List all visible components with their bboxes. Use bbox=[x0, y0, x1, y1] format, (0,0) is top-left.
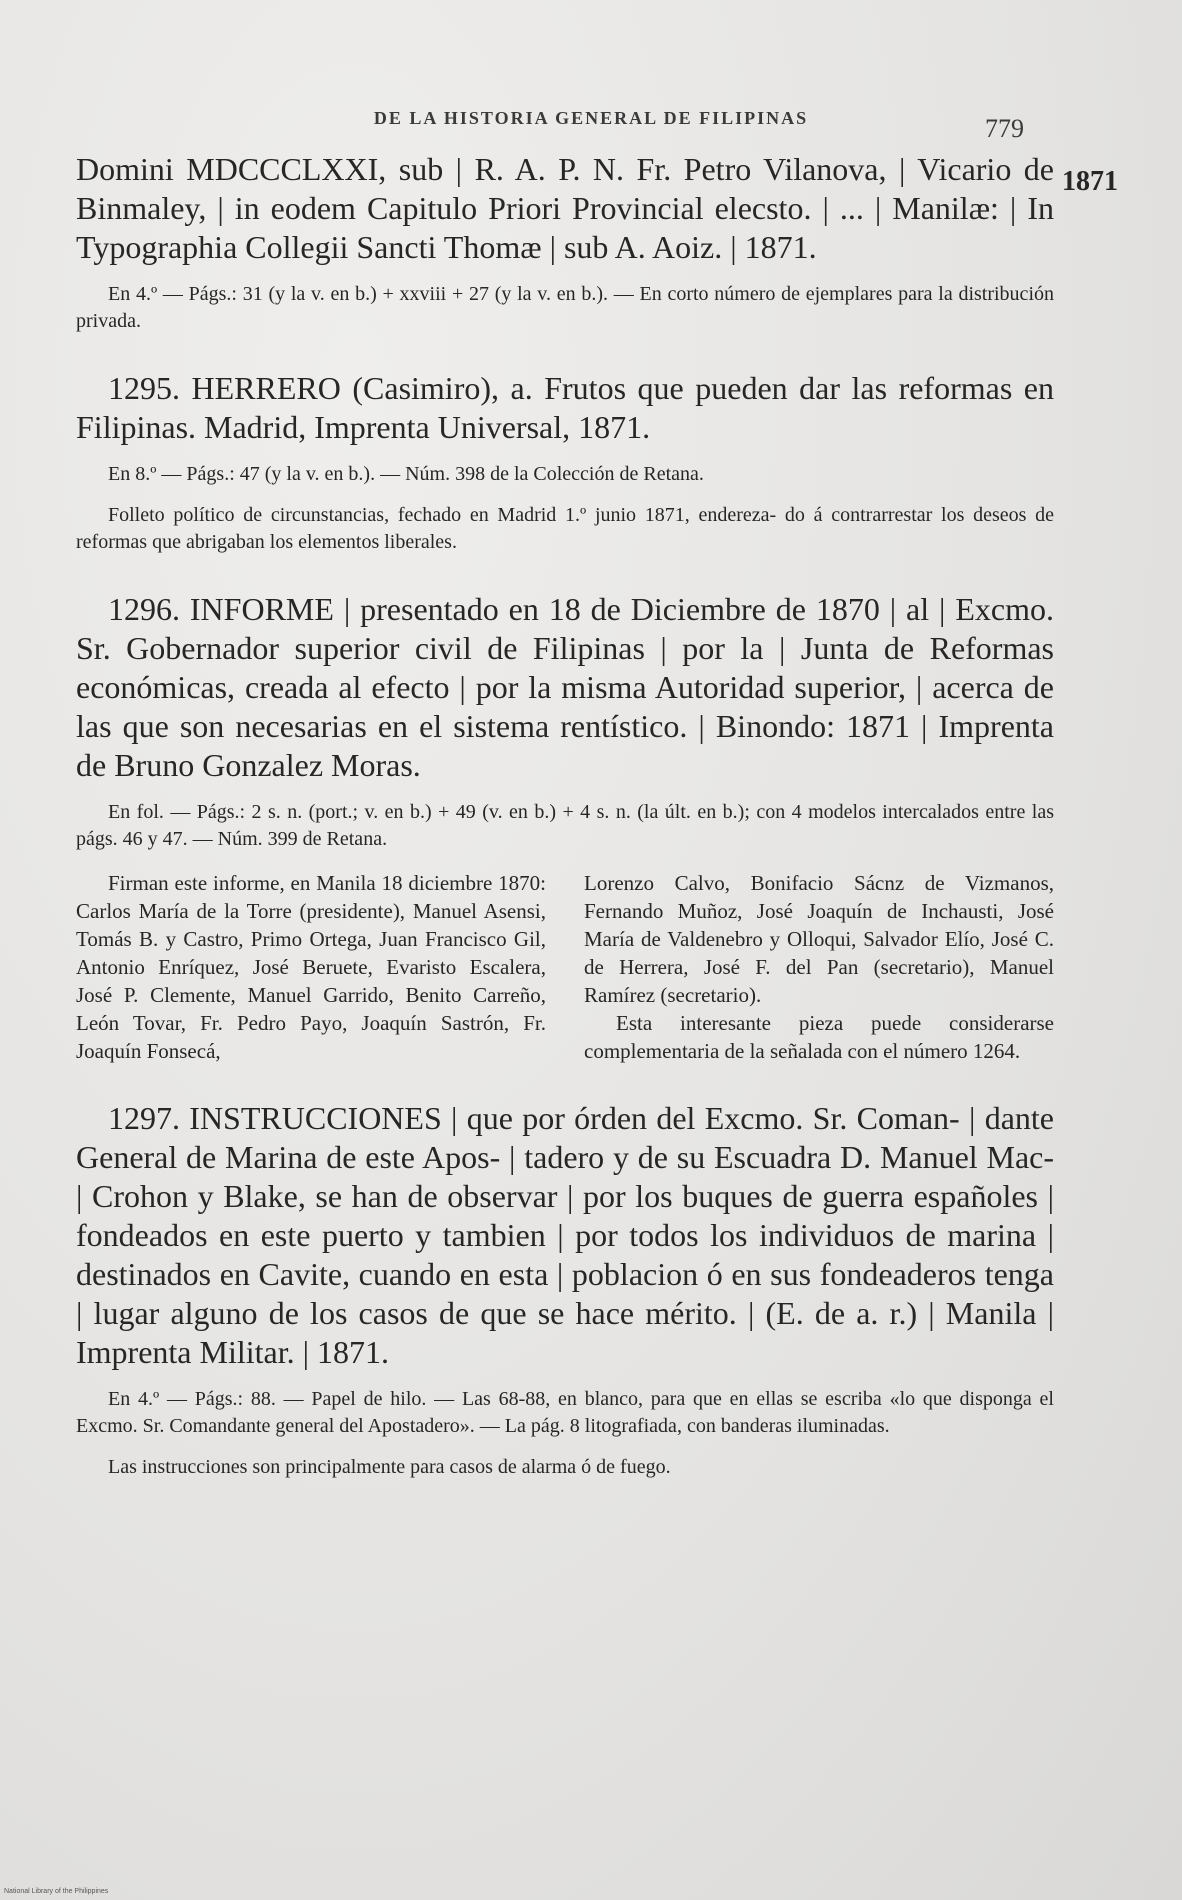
entry-comment: Esta interesante pieza puede considerarse complementaria de la señalada con el número 1264. bbox=[584, 1011, 1054, 1063]
entry-1296 bbox=[76, 590, 1054, 1065]
margin-year: 1871 bbox=[1062, 166, 1118, 197]
entry-note: Folleto político de circunstancias, fechado en Madrid 1.º junio 1871, endereza- do á contrarrestar los deseos de reformas que abrigaban los elementos liberales. bbox=[76, 504, 1054, 553]
entry-note: Las instrucciones son principalmente para casos de alarma ó de fuego. bbox=[108, 1456, 671, 1478]
carryover-title: Domini MDCCCLXXI, sub | R. A. P. N. Fr. Petro Vilanova, | Vicario de Binmaley, | in eodem Capitulo Priori Provincial elecsto. | ... | Manilæ: | In Typographia Collegii Sancti Thomæ | sub A. Aoiz. | 1871. bbox=[76, 151, 1054, 265]
page-content bbox=[76, 150, 1054, 1481]
entry-note: En fol. — Págs.: 2 s. n. (port.; v. en b.) + 49 (v. en b.) + 4 s. n. (la últ. en b.); con 4 modelos intercalados entre las págs. 46 y 47. — Núm. 399 de Retana. bbox=[76, 801, 1054, 850]
page-number: 779 bbox=[985, 114, 1024, 143]
carryover-note: En 4.º — Págs.: 31 (y la v. en b.) + xxviii + 27 (y la v. en b.). — En corto número de ejemplares para la distribución privada. bbox=[76, 283, 1054, 332]
entry-1297 bbox=[76, 1099, 1054, 1481]
footer-watermark: National Library of the Philippines bbox=[4, 1888, 109, 1895]
entry-1295 bbox=[76, 369, 1054, 556]
signatories-text: Firman este informe, en Manila 18 diciembre 1870: Carlos María de la Torre (presidente), Manuel Asensi, Tomás B. y Castro, Primo Ortega, Juan Francisco Gil, Antonio Enríquez, José Beruete, Evaristo Escalera, José P. Clemente, Manuel Garrido, Benito Carreño, León Tovar, Fr. Pedro Payo, Joaquín Sastrón, Fr. Joaquín Fonsecá, bbox=[76, 871, 546, 1063]
running-head: DE LA HISTORIA GENERAL DE FILIPINAS bbox=[373, 108, 809, 128]
carryover-entry bbox=[76, 150, 1054, 335]
signatories-columns bbox=[76, 869, 1054, 1065]
entry-title: 1296. INFORME | presentado en 18 de Diciembre de 1870 | al | Excmo. Sr. Gobernador superior civil de Filipinas | por la | Junta de Reformas económicas, creada al efecto | por la misma Autoridad superior, | acerca de las que son necesarias en el sistema rentístico. | Binondo: 1871 | Imprenta de Bruno Gonzalez Moras. bbox=[76, 591, 1054, 783]
entry-title: 1295. HERRERO (Casimiro), a. Frutos que pueden dar las reformas en Filipinas. Madrid, Imprenta Universal, 1871. bbox=[76, 370, 1054, 445]
signatories-left-column bbox=[76, 869, 546, 1065]
signatories-text: Lorenzo Calvo, Bonifacio Sácnz de Vizmanos, Fernando Muñoz, José Joaquín de Inchausti, José María de Valdenebro y Olloqui, Salvador Elío, José C. de Herrera, José F. del Pan (secretario), Manuel Ramírez (secretario). bbox=[584, 871, 1054, 1007]
entry-note: En 4.º — Págs.: 88. — Papel de hilo. — Las 68-88, en blanco, para que en ellas se escriba «lo que disponga el Excmo. Sr. Comandante general del Apostadero». — La pág. 8 litografiada, con banderas iluminadas. bbox=[76, 1388, 1054, 1437]
entry-note: En 8.º — Págs.: 47 (y la v. en b.). — Núm. 398 de la Colección de Retana. bbox=[108, 463, 704, 485]
entry-title: 1297. INSTRUCCIONES | que por órden del Excmo. Sr. Coman- | dante General de Marina de este Apos- | tadero y de su Escuadra D. Manuel Mac- | Crohon y Blake, se han de observar | por los buques de guerra españoles | fondeados en este puerto y tambien | por todos los individuos de marina | destinados en Cavite, cuando en esta | poblacion ó en sus fondeaderos tenga | lugar alguno de los casos de que se hace mérito. | (E. de a. r.) | Manila | Imprenta Militar. | 1871. bbox=[76, 1100, 1054, 1370]
signatories-right-column bbox=[584, 869, 1054, 1065]
